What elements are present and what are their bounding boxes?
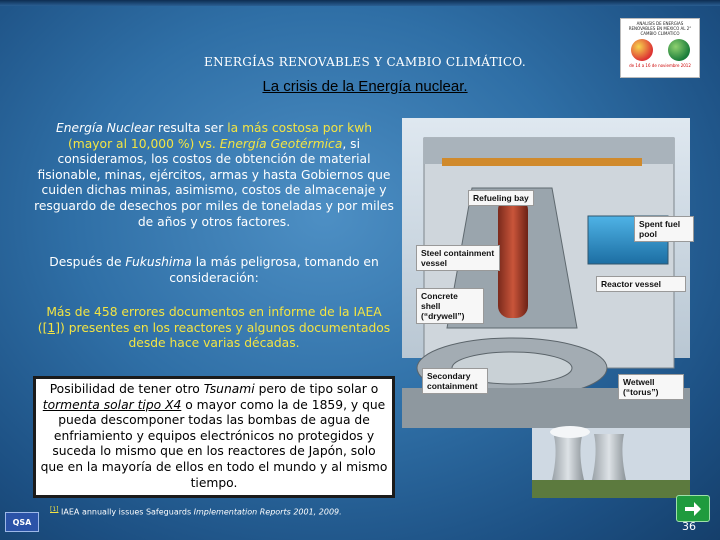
label-refueling-bay: Refueling bay xyxy=(468,190,534,206)
steam-plume xyxy=(550,426,590,438)
label-steel-containment: Steel containment vessel xyxy=(416,245,500,271)
qsa-logo: QSA xyxy=(5,512,39,532)
landscape-ground xyxy=(532,480,690,498)
crane-rail xyxy=(442,158,642,166)
conference-logo xyxy=(620,18,700,78)
footnote: [1] IAEA annually issues Safeguards Implementation Reports 2001, 2009. xyxy=(50,506,342,517)
paragraph-nuclear-cost: Energía Nuclear resulta ser la más costosa por kwh (mayor al 10,000 %) vs. Energía Geotérmica, si consideramos, los costos de obtención de material fisionable, minas, ejércitos, armas y hasta Gobiernos que cuiden dichas minas, asimismo, costos de almacenaje y resguardo de desechos por miles de toneladas y por miles de años y otros factores. xyxy=(34,121,394,229)
paragraph-fukushima: Después de Fukushima la más peligrosa, tomando en consideración: xyxy=(49,255,379,285)
top-bar xyxy=(0,0,720,6)
sun-globe-icon xyxy=(631,39,653,61)
logo-footer: de 14 a 16 de noviembre 2012 xyxy=(629,63,691,68)
earth-globe-icon xyxy=(668,39,690,61)
label-concrete-shell: Concrete shell (“drywell”) xyxy=(416,288,484,324)
label-reactor-vessel: Reactor vessel xyxy=(596,276,686,292)
reactor-vessel-shape xyxy=(498,198,528,318)
next-slide-button[interactable] xyxy=(676,495,710,522)
cooling-tower-1 xyxy=(552,436,584,480)
geothermal-term: Energía Geotérmica xyxy=(219,136,343,151)
label-secondary-containment: Secondary containment xyxy=(422,368,488,394)
label-spent-fuel-pool: Spent fuel pool xyxy=(634,216,694,242)
cooling-tower-2 xyxy=(592,434,626,480)
footnote-link[interactable]: [1] xyxy=(42,320,61,335)
page-subtitle: La crisis de la Energía nuclear. xyxy=(262,78,468,95)
reactor-diagram xyxy=(402,118,690,498)
page-number: 36 xyxy=(682,520,696,533)
paragraph-iaea-errors: Más de 458 errores documentos en informe de la IAEA ([1]) presentes en los reactores y algunos documentados desde hace varias décadas. xyxy=(37,305,391,351)
page-title: ENERGÍAS RENOVABLES Y CAMBIO CLIMÁTICO. xyxy=(204,55,526,69)
label-wetwell: Wetwell (“torus”) xyxy=(618,374,684,400)
arrow-right-icon xyxy=(683,500,703,518)
solar-storm-callout: Posibilidad de tener otro Tsunami pero de tipo solar o tormenta solar tipo X4 o mayor como la de 1859, y que pueda descomponer todas las bombas de agua de enfriamiento y equipos electrónicos no protegidos y suceda lo mismo que en los reactores de Japón, solo que en la mayoría de ellos en todo el mundo y al mismo tiempo. xyxy=(33,376,395,498)
logo-text: ANALISIS DE ENERGIAS RENOVABLES EN MEXICO AL 2° CAMBIO CLIMATICO xyxy=(628,21,692,36)
footnote-ref[interactable]: [1] xyxy=(50,506,59,513)
